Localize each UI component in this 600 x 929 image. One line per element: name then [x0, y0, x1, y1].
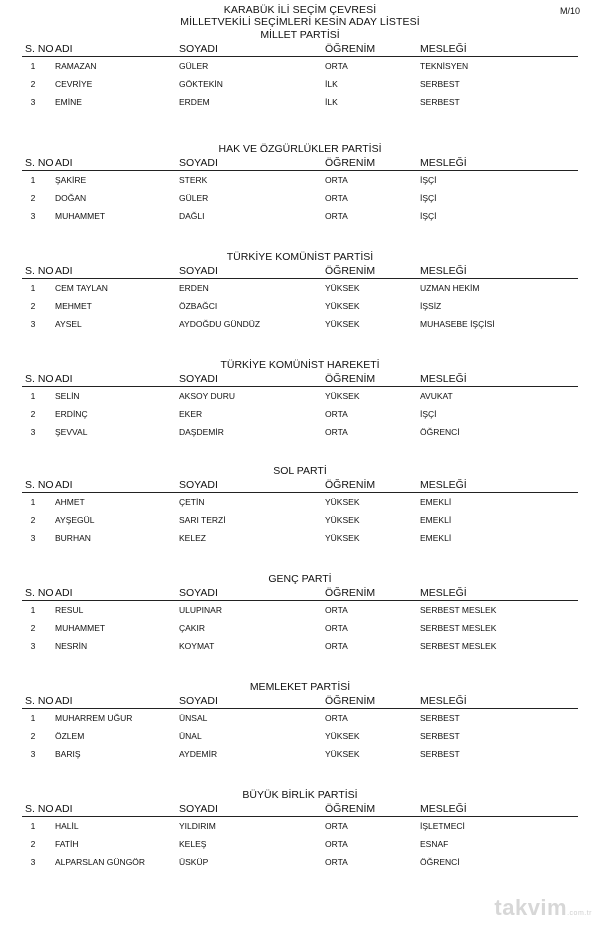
column-header-meslek: MESLEĞİ	[420, 695, 467, 707]
cell-ogrenim: ORTA	[325, 857, 348, 867]
cell-no: 1	[30, 605, 36, 615]
cell-soyadi: DAŞDEMİR	[179, 427, 224, 437]
column-header-no: S. NO	[25, 265, 54, 277]
cell-adi: BURHAN	[55, 533, 91, 543]
cell-no: 1	[30, 175, 36, 185]
column-header-row	[22, 264, 578, 279]
cell-meslek: İŞÇİ	[420, 211, 437, 221]
table-row	[22, 709, 578, 727]
cell-adi: ALPARSLAN GÜNGÖR	[55, 857, 146, 867]
table-row	[22, 405, 578, 423]
column-header-soyadi: SOYADI	[179, 803, 218, 815]
cell-soyadi: DAĞLI	[179, 211, 205, 221]
column-header-meslek: MESLEĞİ	[420, 587, 467, 599]
cell-adi: BARIŞ	[55, 749, 81, 759]
column-header-soyadi: SOYADI	[179, 157, 218, 169]
column-header-adi: ADI	[55, 695, 73, 707]
column-header-meslek: MESLEĞİ	[420, 43, 467, 55]
cell-no: 1	[30, 821, 36, 831]
column-header-ogrenim: ÖĞRENİM	[325, 43, 376, 55]
cell-ogrenim: ORTA	[325, 605, 348, 615]
column-header-row	[22, 586, 578, 601]
party-section	[0, 680, 600, 763]
cell-meslek: EMEKLİ	[420, 533, 452, 543]
cell-no: 3	[30, 211, 36, 221]
cell-soyadi: GÖKTEKİN	[179, 79, 223, 89]
cell-no: 2	[30, 409, 36, 419]
cell-adi: CEM TAYLAN	[55, 283, 108, 293]
cell-soyadi: ÜNAL	[179, 731, 202, 741]
column-header-adi: ADI	[55, 43, 73, 55]
column-header-ogrenim: ÖĞRENİM	[325, 587, 376, 599]
table-row	[22, 57, 578, 75]
cell-meslek: TEKNİSYEN	[420, 61, 469, 71]
cell-ogrenim: İLK	[325, 79, 338, 89]
cell-meslek: İŞLETMECİ	[420, 821, 465, 831]
party-section	[0, 572, 600, 655]
table-row	[22, 279, 578, 297]
cell-soyadi: AYDOĞDU GÜNDÜZ	[179, 319, 261, 329]
cell-ogrenim: ORTA	[325, 175, 348, 185]
cell-adi: RESUL	[55, 605, 84, 615]
document-header	[0, 4, 600, 28]
cell-soyadi: KELEŞ	[179, 839, 207, 849]
cell-soyadi: GÜLER	[179, 61, 209, 71]
cell-ogrenim: ORTA	[325, 623, 348, 633]
cell-adi: ŞAKİRE	[55, 175, 87, 185]
cell-adi: MUHARREM UĞUR	[55, 713, 133, 723]
column-header-no: S. NO	[25, 479, 54, 491]
table-row	[22, 529, 578, 547]
column-header-no: S. NO	[25, 587, 54, 599]
table-row	[22, 817, 578, 835]
cell-no: 3	[30, 427, 36, 437]
cell-no: 3	[30, 857, 36, 867]
cell-adi: AYSEL	[55, 319, 82, 329]
cell-no: 2	[30, 515, 36, 525]
cell-no: 2	[30, 79, 36, 89]
table-row	[22, 387, 578, 405]
column-header-row	[22, 156, 578, 171]
cell-soyadi: STERK	[179, 175, 208, 185]
party-section	[0, 464, 600, 547]
table-row	[22, 297, 578, 315]
cell-adi: DOĞAN	[55, 193, 87, 203]
column-header-ogrenim: ÖĞRENİM	[325, 695, 376, 707]
cell-meslek: SERBEST	[420, 731, 460, 741]
cell-ogrenim: YÜKSEK	[325, 497, 360, 507]
party-title: GENÇ PARTİ	[268, 573, 332, 585]
column-header-meslek: MESLEĞİ	[420, 803, 467, 815]
cell-adi: ERDİNÇ	[55, 409, 88, 419]
column-header-soyadi: SOYADI	[179, 265, 218, 277]
column-header-soyadi: SOYADI	[179, 373, 218, 385]
watermark-brand: takvim	[494, 895, 568, 920]
cell-ogrenim: ORTA	[325, 61, 348, 71]
cell-no: 3	[30, 641, 36, 651]
cell-adi: FATİH	[55, 839, 79, 849]
column-header-adi: ADI	[55, 373, 73, 385]
cell-soyadi: ÇAKIR	[179, 623, 205, 633]
cell-no: 3	[30, 749, 36, 759]
cell-ogrenim: ORTA	[325, 713, 348, 723]
cell-meslek: UZMAN HEKİM	[420, 283, 480, 293]
cell-adi: ÖZLEM	[55, 731, 85, 741]
cell-no: 2	[30, 731, 36, 741]
cell-meslek: EMEKLİ	[420, 515, 452, 525]
column-header-soyadi: SOYADI	[179, 695, 218, 707]
cell-meslek: İŞÇİ	[420, 175, 437, 185]
cell-meslek: EMEKLİ	[420, 497, 452, 507]
cell-adi: MUHAMMET	[55, 211, 106, 221]
cell-ogrenim: ORTA	[325, 821, 348, 831]
column-header-ogrenim: ÖĞRENİM	[325, 803, 376, 815]
cell-soyadi: AKSOY DURU	[179, 391, 236, 401]
column-header-meslek: MESLEĞİ	[420, 265, 467, 277]
column-header-adi: ADI	[55, 479, 73, 491]
cell-meslek: SERBEST MESLEK	[420, 623, 497, 633]
column-header-row	[22, 372, 578, 387]
cell-no: 1	[30, 497, 36, 507]
table-row	[22, 171, 578, 189]
cell-meslek: İŞÇİ	[420, 409, 437, 419]
party-title: SOL PARTİ	[273, 465, 327, 477]
party-section	[0, 142, 600, 225]
party-title: MEMLEKET PARTİSİ	[249, 681, 351, 693]
cell-meslek: ÖĞRENCİ	[420, 427, 460, 437]
cell-adi: CEVRİYE	[55, 79, 93, 89]
column-header-no: S. NO	[25, 803, 54, 815]
party-title: HAK VE ÖZGÜRLÜKLER PARTİSİ	[218, 143, 382, 155]
table-row	[22, 601, 578, 619]
column-header-soyadi: SOYADI	[179, 479, 218, 491]
table-row	[22, 93, 578, 111]
cell-soyadi: EKER	[179, 409, 203, 419]
cell-soyadi: GÜLER	[179, 193, 209, 203]
table-row	[22, 853, 578, 871]
column-header-no: S. NO	[25, 695, 54, 707]
cell-ogrenim: YÜKSEK	[325, 301, 360, 311]
cell-soyadi: SARI TERZİ	[179, 515, 226, 525]
cell-adi: NESRİN	[55, 641, 88, 651]
party-title: MİLLET PARTİSİ	[260, 29, 340, 41]
column-header-no: S. NO	[25, 373, 54, 385]
cell-ogrenim: İLK	[325, 97, 338, 107]
cell-no: 3	[30, 319, 36, 329]
column-header-meslek: MESLEĞİ	[420, 479, 467, 491]
cell-no: 2	[30, 193, 36, 203]
cell-ogrenim: ORTA	[325, 193, 348, 203]
table-row	[22, 315, 578, 333]
party-title: BÜYÜK BİRLİK PARTİSİ	[242, 789, 358, 801]
cell-soyadi: ÜNSAL	[179, 713, 208, 723]
table-row	[22, 189, 578, 207]
cell-meslek: AVUKAT	[420, 391, 453, 401]
cell-soyadi: AYDEMİR	[179, 749, 218, 759]
cell-meslek: SERBEST	[420, 749, 460, 759]
cell-soyadi: ERDEM	[179, 97, 210, 107]
cell-meslek: SERBEST	[420, 97, 460, 107]
cell-ogrenim: YÜKSEK	[325, 319, 360, 329]
cell-adi: AYŞEGÜL	[55, 515, 95, 525]
table-row	[22, 75, 578, 93]
column-header-row	[22, 802, 578, 817]
cell-meslek: SERBEST MESLEK	[420, 605, 497, 615]
column-header-ogrenim: ÖĞRENİM	[325, 373, 376, 385]
cell-no: 1	[30, 61, 36, 71]
table-row	[22, 619, 578, 637]
column-header-meslek: MESLEĞİ	[420, 373, 467, 385]
cell-meslek: ÖĞRENCİ	[420, 857, 460, 867]
column-header-ogrenim: ÖĞRENİM	[325, 265, 376, 277]
cell-soyadi: KELEZ	[179, 533, 206, 543]
cell-adi: HALİL	[55, 821, 79, 831]
cell-meslek: SERBEST	[420, 79, 460, 89]
table-row	[22, 423, 578, 441]
cell-ogrenim: YÜKSEK	[325, 391, 360, 401]
cell-soyadi: ÜSKÜP	[179, 857, 209, 867]
table-row	[22, 493, 578, 511]
cell-ogrenim: ORTA	[325, 641, 348, 651]
cell-ogrenim: YÜKSEK	[325, 533, 360, 543]
cell-soyadi: KOYMAT	[179, 641, 215, 651]
cell-adi: ŞEVVAL	[55, 427, 88, 437]
column-header-soyadi: SOYADI	[179, 43, 218, 55]
table-row	[22, 511, 578, 529]
cell-ogrenim: YÜKSEK	[325, 515, 360, 525]
cell-adi: EMİNE	[55, 97, 82, 107]
cell-ogrenim: YÜKSEK	[325, 283, 360, 293]
cell-no: 2	[30, 301, 36, 311]
cell-soyadi: ÖZBAĞCI	[179, 301, 218, 311]
party-title: TÜRKİYE KOMÜNİST HAREKETİ	[220, 359, 380, 371]
column-header-row	[22, 694, 578, 709]
cell-no: 1	[30, 391, 36, 401]
column-header-ogrenim: ÖĞRENİM	[325, 479, 376, 491]
cell-ogrenim: YÜKSEK	[325, 731, 360, 741]
takvim-logo	[494, 895, 592, 921]
column-header-adi: ADI	[55, 157, 73, 169]
header-line-1: KARABÜK İLİ SEÇİM ÇEVRESİ	[223, 4, 377, 16]
header-line-2: MİLLETVEKİLİ SEÇİMLERİ KESİN ADAY LİSTESİ	[180, 16, 420, 28]
cell-no: 2	[30, 623, 36, 633]
cell-meslek: SERBEST MESLEK	[420, 641, 497, 651]
table-row	[22, 835, 578, 853]
page-number: M/10	[559, 6, 580, 16]
cell-ogrenim: ORTA	[325, 409, 348, 419]
cell-adi: MEHMET	[55, 301, 92, 311]
cell-meslek: İŞSİZ	[420, 301, 442, 311]
table-row	[22, 207, 578, 225]
cell-no: 3	[30, 97, 36, 107]
cell-ogrenim: YÜKSEK	[325, 749, 360, 759]
cell-no: 1	[30, 713, 36, 723]
column-header-row	[22, 478, 578, 493]
cell-meslek: ESNAF	[420, 839, 449, 849]
cell-no: 2	[30, 839, 36, 849]
column-header-ogrenim: ÖĞRENİM	[325, 157, 376, 169]
column-header-no: S. NO	[25, 157, 54, 169]
cell-soyadi: YILDIRIM	[179, 821, 216, 831]
watermark-suffix: .com.tr	[567, 910, 592, 917]
cell-adi: RAMAZAN	[55, 61, 97, 71]
party-section	[0, 28, 600, 111]
cell-ogrenim: ORTA	[325, 211, 348, 221]
cell-meslek: SERBEST	[420, 713, 460, 723]
cell-meslek: MUHASEBE İŞÇİSİ	[420, 319, 495, 329]
cell-ogrenim: ORTA	[325, 839, 348, 849]
cell-soyadi: ULUPINAR	[179, 605, 222, 615]
column-header-no: S. NO	[25, 43, 54, 55]
cell-adi: SELİN	[55, 391, 80, 401]
column-header-meslek: MESLEĞİ	[420, 157, 467, 169]
column-header-adi: ADI	[55, 265, 73, 277]
column-header-soyadi: SOYADI	[179, 587, 218, 599]
cell-no: 3	[30, 533, 36, 543]
table-row	[22, 745, 578, 763]
table-row	[22, 727, 578, 745]
party-section	[0, 788, 600, 871]
cell-soyadi: ERDEN	[179, 283, 209, 293]
cell-soyadi: ÇETİN	[179, 497, 205, 507]
cell-adi: AHMET	[55, 497, 85, 507]
cell-meslek: İŞÇİ	[420, 193, 437, 203]
cell-no: 1	[30, 283, 36, 293]
table-row	[22, 637, 578, 655]
column-header-row	[22, 42, 578, 57]
column-header-adi: ADI	[55, 587, 73, 599]
column-header-adi: ADI	[55, 803, 73, 815]
party-section	[0, 250, 600, 333]
party-section	[0, 358, 600, 441]
party-title: TÜRKİYE KOMÜNİST PARTİSİ	[226, 251, 374, 263]
cell-ogrenim: ORTA	[325, 427, 348, 437]
cell-adi: MUHAMMET	[55, 623, 106, 633]
